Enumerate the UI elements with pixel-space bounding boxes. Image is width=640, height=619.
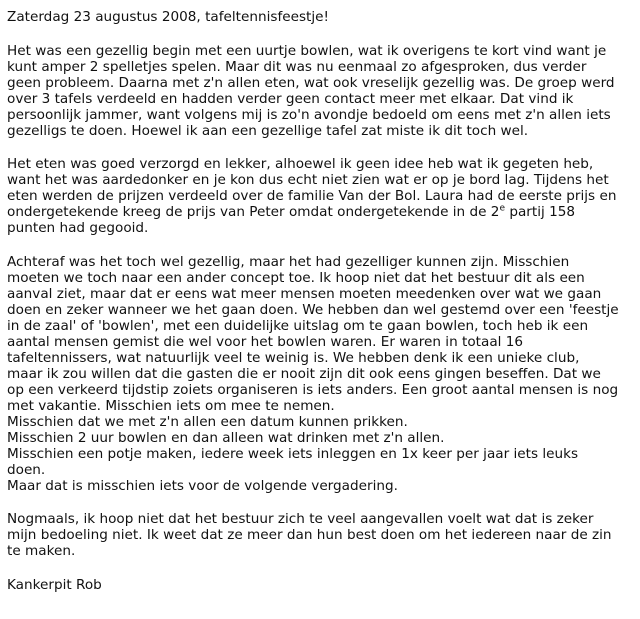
paragraph-1-line: persoonlijk jammer, want volgens mij is zo'n avondje bedoeld om eens met z'n allen iets <box>7 107 611 123</box>
paragraph-3-line: op een verkeerd tijdstip zoiets organiseren is iets anders. Een groot aantal mensen is nog <box>7 382 619 398</box>
paragraph-1-line: over 3 tafels verdeeld en hadden verder geen contact meer met elkaar. Dat vind ik <box>7 91 574 107</box>
paragraph-2-line-text-after: partij 158 <box>505 204 576 220</box>
paragraph-3-line: aanval ziet, maar dat er eens wat meer mensen moeten meedenken over wat we gaan <box>7 286 602 302</box>
paragraph-3-line: moeten we toch naar een ander concept toe. Ik hoop niet dat het bestuur dit als een <box>7 270 585 286</box>
paragraph-4-line: Nogmaals, ik hoop niet dat het bestuur zich te veel aangevallen voelt wat dat is zeker <box>7 511 594 527</box>
paragraph-3-line: Maar dat is misschien iets voor de volgende vergadering. <box>7 478 398 494</box>
paragraph-3-line: Achteraf was het toch wel gezellig, maar het had gezelliger kunnen zijn. Misschien <box>7 254 570 270</box>
ordinal-superscript: e <box>499 203 505 214</box>
paragraph-3-line: tafeltennissers, wat natuurlijk veel te weinig is. We hebben denk ik een unieke club, <box>7 350 580 366</box>
paragraph-1-line: gezelligs te doen. Hoewel ik aan een gezellige tafel zat miste ik dit toch wel. <box>7 123 529 139</box>
paragraph-1-line: Het was een gezellig begin met een uurtje bowlen, wat ik overigens te kort vind want je <box>7 43 607 59</box>
paragraph-3-line: maar ik zou willen dat die gasten die er nooit zijn dit ook eens gingen beseffen. Dat we <box>7 366 601 382</box>
paragraph-1-line: geen probleem. Daarna met z'n allen eten, wat ook vreselijk gezellig was. De groep werd <box>7 75 615 91</box>
paragraph-3-line: doen en zeker wanneer we het gaan doen. We hebben dan wel gestemd over een 'feestje <box>7 302 619 318</box>
paragraph-2-line-with-superscript <box>7 204 575 220</box>
paragraph-4-line: te maken. <box>7 543 76 559</box>
paragraph-3-line: Misschien een potje maken, iedere week iets inleggen en 1x keer per jaar iets leuks <box>7 446 579 462</box>
paragraph-4-line: mijn bedoeling niet. Ik weet dat ze meer dan hun best doen om het iedereen naar de zin <box>7 527 612 543</box>
paragraph-3-line: doen. <box>7 462 46 478</box>
paragraph-3-line: in de zaal' of 'bowlen', met een duidelijke uitslag om te gaan bowlen, toch heb ik een <box>7 318 589 334</box>
paragraph-2-line: want het was aardedonker en je kon dus echt niet zien wat er op je bord lag. Tijdens het <box>7 172 609 188</box>
paragraph-2-line-text: ondergetekende kreeg de prijs van Peter omdat ondergetekende in de 2 <box>7 204 500 220</box>
signature: Kankerpit Rob <box>7 577 102 593</box>
paragraph-3-line: met vakantie. Misschien iets om mee te nemen. <box>7 398 335 414</box>
paragraph-3-line: Misschien dat we met z'n allen een datum kunnen prikken. <box>7 414 408 430</box>
paragraph-2-line: eten werden de prijzen verdeeld over de familie Van der Bol. Laura had de eerste prijs en <box>7 188 617 204</box>
paragraph-2-line: punten had gegooid. <box>7 220 149 236</box>
paragraph-3-line: Misschien 2 uur bowlen en dan alleen wat drinken met z'n allen. <box>7 430 445 446</box>
paragraph-2-line: Het eten was goed verzorgd en lekker, alhoewel ik geen idee heb wat ik gegeten heb, <box>7 156 594 172</box>
paragraph-3-line: aantal mensen gemist die wel voor het bowlen waren. Er waren in totaal 16 <box>7 334 524 350</box>
letter-title: Zaterdag 23 augustus 2008, tafeltennisfeestje! <box>7 9 329 25</box>
paragraph-1-line: kunt amper 2 spelletjes spelen. Maar dit was nu eenmaal zo afgesproken, dus verder <box>7 59 587 75</box>
